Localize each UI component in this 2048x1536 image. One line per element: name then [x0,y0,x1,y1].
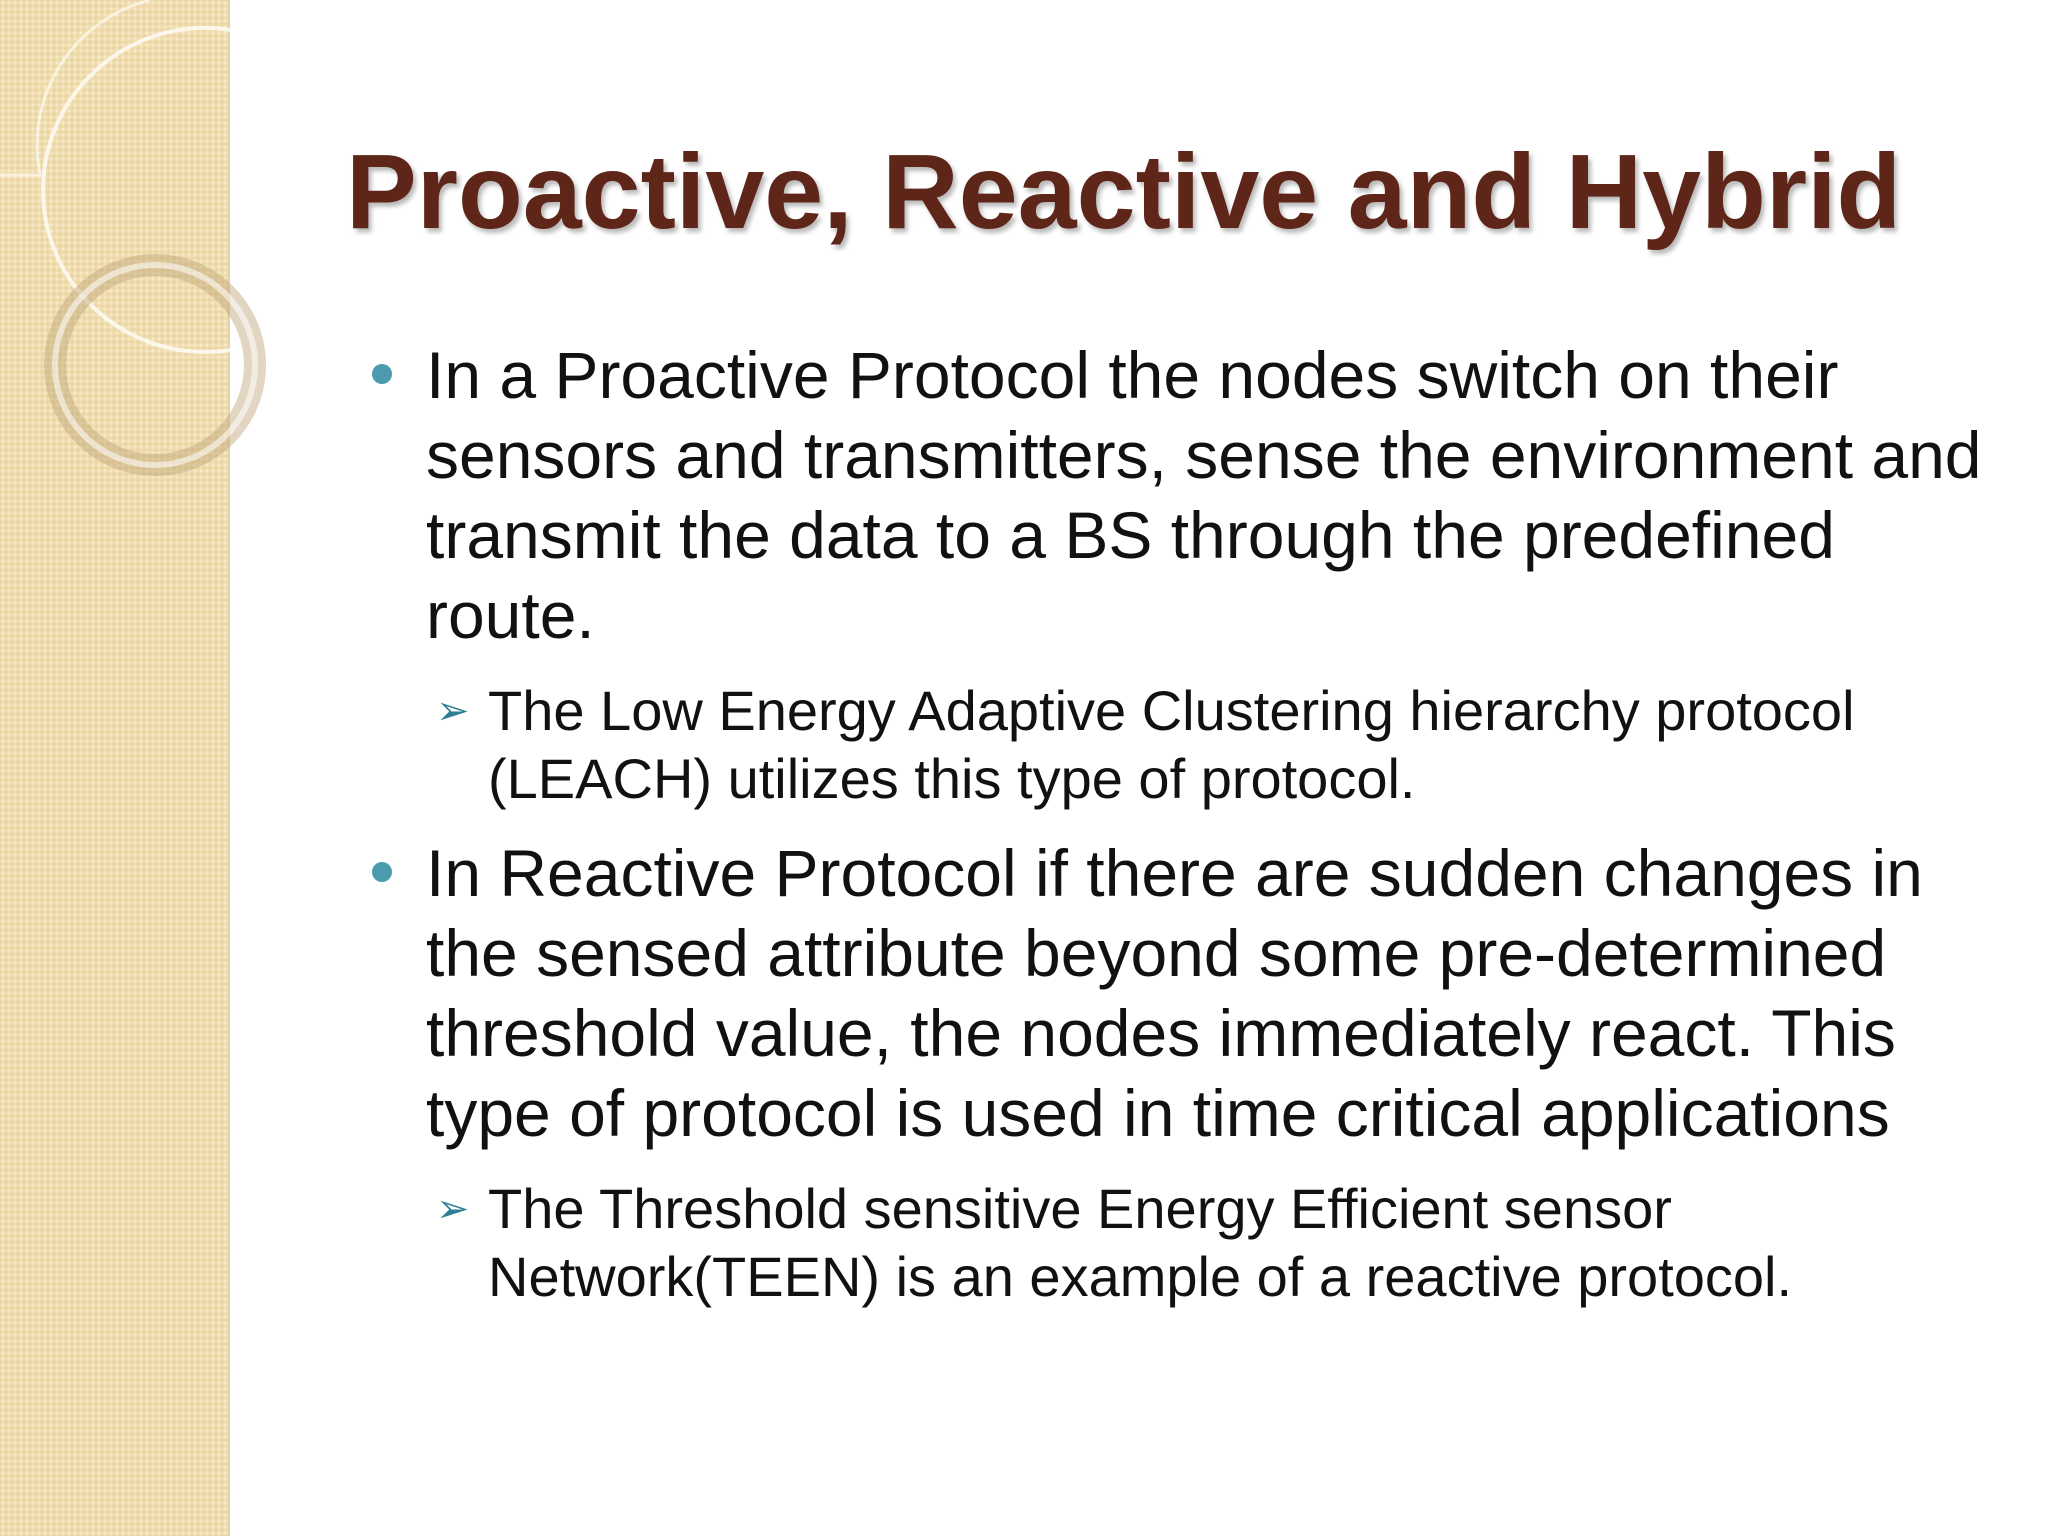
decorative-ring-medium-highlight [55,265,255,465]
dot-bullet-icon [372,862,392,882]
arrow-bullet-icon: ➢ [436,1186,470,1232]
sub-bullet-item-teen [426,1175,2000,1311]
bullet-item-proactive [360,335,2000,655]
decorative-arc-top [0,0,150,175]
sub-bullet-item-leach [426,677,2000,813]
bullet-text: In a Proactive Protocol the nodes switch on their sensors and transmitters, sense the environment and transmit the data to a BS through the predefined route. [426,338,1982,652]
decorative-rings [0,0,300,520]
slide-title: Proactive, Reactive and Hybrid [346,133,1902,251]
bullet-list [360,335,2000,1311]
sub-bullet-text: The Low Energy Adaptive Clustering hierarchy protocol (LEACH) utilizes this type of protocol. [488,679,1855,810]
dot-bullet-icon [372,364,392,384]
bullet-item-reactive [360,833,2000,1153]
sub-bullet-text: The Threshold sensitive Energy Efficient sensor Network(TEEN) is an example of a reactive protocol. [488,1177,1793,1308]
arrow-bullet-icon: ➢ [436,688,470,734]
bullet-text: In Reactive Protocol if there are sudden changes in the sensed attribute beyond some pre-determined threshold value, the nodes immediately react. This type of protocol is used in time critical applications [426,836,1923,1150]
